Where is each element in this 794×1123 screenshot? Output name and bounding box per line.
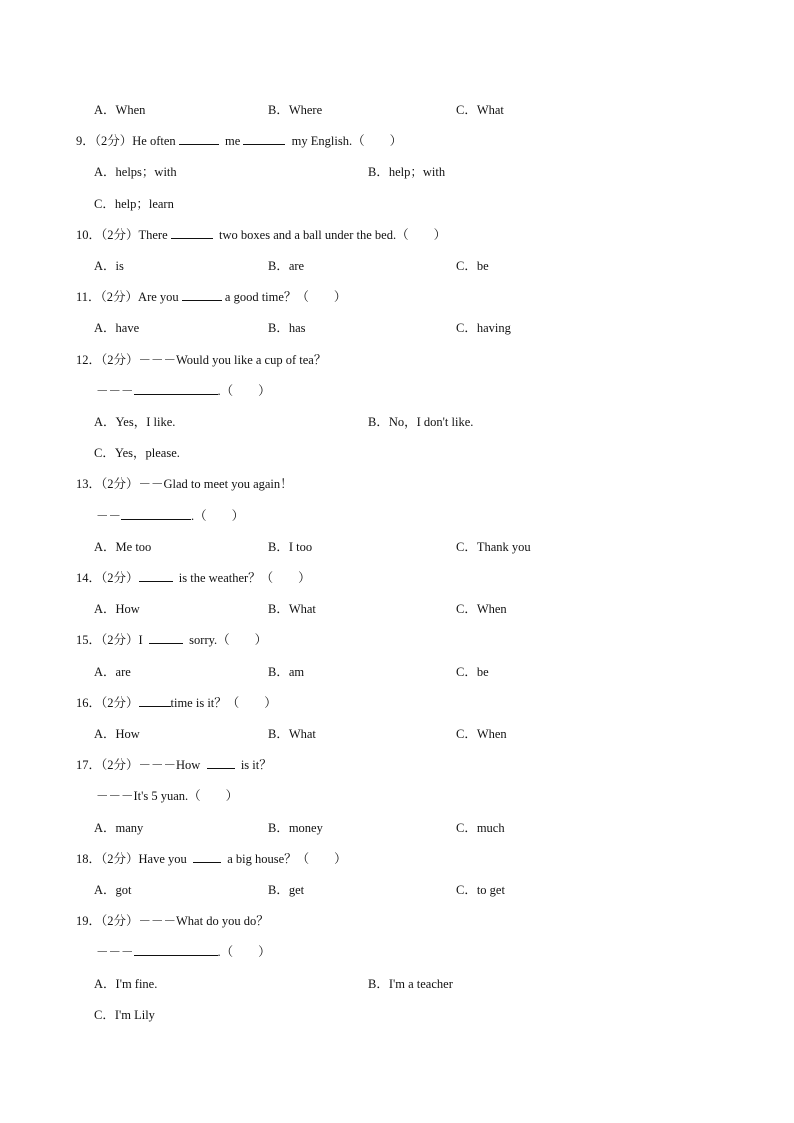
question-stem (76, 351, 326, 369)
question-stem (76, 694, 277, 712)
answer-option: C．be (456, 665, 489, 679)
question-text: is the weather？（ ） (172, 571, 311, 585)
answer-blank (139, 694, 171, 707)
question-stem (76, 288, 346, 306)
question-text: a good time？（ ） (221, 290, 347, 304)
answer-option: A．Yes，I like. (94, 415, 176, 429)
answer-option: C．to get (456, 883, 505, 897)
answer-option: B．am (268, 665, 305, 679)
answer-option: A．is (94, 259, 124, 273)
answer-blank (121, 507, 191, 520)
answer-blank (139, 569, 173, 582)
answer-blank (193, 850, 221, 863)
answer-option: A．How (94, 602, 140, 616)
question-text: 12．（2分）－－－Would you like a cup of tea？ (76, 353, 327, 367)
answer-blank (179, 132, 219, 145)
dialogue-line (96, 507, 244, 525)
answer-option: C．When (456, 727, 507, 741)
answer-option: C．Yes，please. (94, 446, 180, 460)
question-text: 19．（2分）－－－What do you do？ (76, 914, 269, 928)
question-text: 13．（2分）－－Glad to meet you again！ (76, 477, 293, 491)
answer-blank (207, 756, 235, 769)
dialogue-line (96, 382, 271, 400)
question-text: 16．（2分） (76, 696, 139, 710)
question-text: my English.（ ） (285, 134, 403, 148)
answer-option: B．What (268, 727, 316, 741)
question-text: two boxes and a ball under the bed.（ ） (212, 228, 447, 242)
answer-blank (171, 226, 213, 239)
answer-option: B．are (268, 259, 305, 273)
answer-option: C．much (456, 821, 505, 835)
question-stem (76, 912, 269, 930)
answer-option: C．help；learn (94, 197, 174, 211)
question-text: time is it？（ ） (170, 696, 277, 710)
question-text: .（ ） (217, 945, 271, 959)
answer-option: B．I too (268, 540, 313, 554)
question-text: 11．（2分）Are you (76, 290, 182, 304)
question-text: －－－ (96, 945, 134, 959)
question-stem (76, 756, 272, 774)
answer-option: C．I'm Lily (94, 1008, 155, 1022)
question-text: －－－It's 5 yuan.（ ） (96, 789, 239, 803)
question-text: a big house？（ ） (221, 852, 347, 866)
question-text: is it？ (234, 758, 272, 772)
answer-option: C．What (456, 103, 504, 117)
question-stem (76, 475, 293, 493)
answer-option: A．are (94, 665, 131, 679)
answer-option: A．have (94, 321, 140, 335)
question-text: sorry.（ ） (182, 633, 268, 647)
answer-option: B．get (268, 883, 305, 897)
answer-blank (243, 132, 285, 145)
answer-option: B．No，I don't like. (368, 415, 474, 429)
question-text: 9．（2分）He often (76, 134, 179, 148)
answer-option: A．I'm fine. (94, 977, 158, 991)
question-text: 14．（2分） (76, 571, 139, 585)
answer-option: B．has (268, 321, 306, 335)
question-stem (76, 631, 267, 649)
answer-option: B．Where (268, 103, 323, 117)
question-text: .（ ） (191, 509, 245, 523)
answer-option: A．many (94, 821, 144, 835)
answer-option: A．got (94, 883, 132, 897)
question-text: 18．（2分）Have you (76, 852, 193, 866)
answer-option: B．help；with (368, 165, 446, 179)
question-text: .（ ） (217, 384, 271, 398)
question-text: 10．（2分）There (76, 228, 171, 242)
answer-option: C．Thank you (456, 540, 531, 554)
dialogue-line (96, 943, 271, 961)
question-stem (76, 850, 347, 868)
answer-option: B．money (268, 821, 323, 835)
answer-option: C．having (456, 321, 511, 335)
question-text: 15．（2分）I (76, 633, 149, 647)
answer-blank (134, 943, 218, 956)
answer-option: A．How (94, 727, 140, 741)
question-text: －－－ (96, 384, 134, 398)
answer-option: A．helps；with (94, 165, 177, 179)
answer-blank (134, 382, 218, 395)
answer-option: C．be (456, 259, 489, 273)
question-stem (76, 226, 446, 244)
question-text: －－ (96, 509, 122, 523)
answer-option: A．When (94, 103, 146, 117)
dialogue-line (96, 787, 238, 805)
answer-option: A．Me too (94, 540, 152, 554)
answer-blank (149, 631, 183, 644)
question-text: 17．（2分）－－－How (76, 758, 207, 772)
question-stem (76, 132, 402, 150)
question-stem (76, 569, 311, 587)
answer-option: C．When (456, 602, 507, 616)
answer-blank (182, 288, 222, 301)
answer-option: B．I'm a teacher (368, 977, 453, 991)
question-text: me (218, 134, 244, 148)
answer-option: B．What (268, 602, 316, 616)
